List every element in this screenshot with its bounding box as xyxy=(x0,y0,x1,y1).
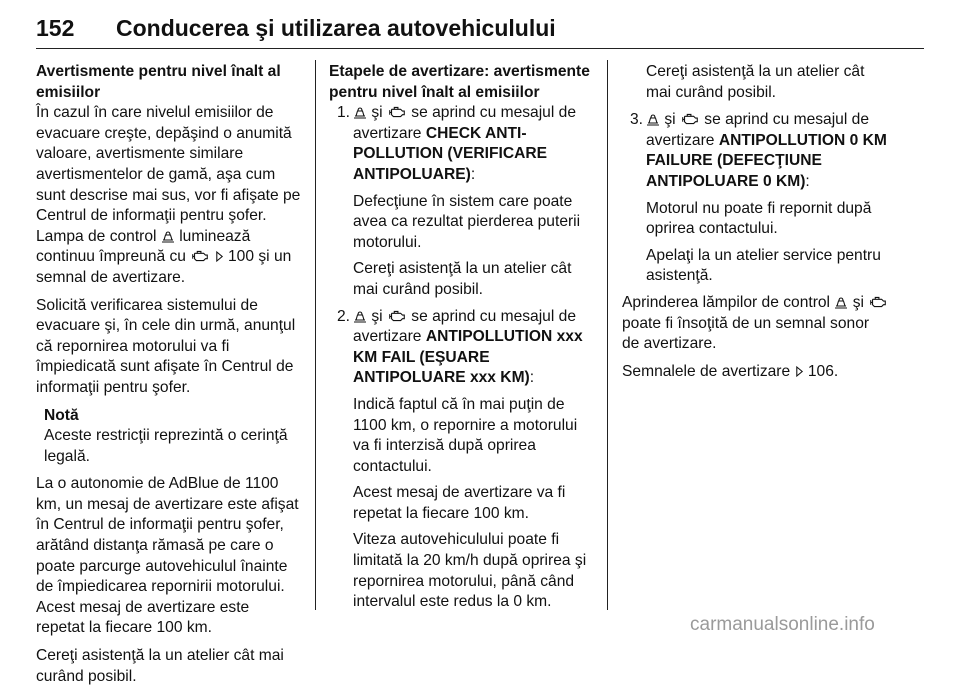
paragraph: Cereţi asistenţă la un atelier cât mai curând posibil. xyxy=(36,647,284,685)
note-title: Notă xyxy=(44,406,79,424)
column-divider xyxy=(315,60,316,610)
warning-message: ANTIPOLLUTION 0 KM FAILURE (DEFECŢIUNE ANTIPOLUARE 0 KM) xyxy=(646,131,887,190)
paragraph: Defecţiune în sistem care poate avea ca rezultat pierderea puterii motorului. xyxy=(353,192,581,251)
paragraph: În cazul în care nivelul emisiilor de evacuare creşte, depăşind o anumită valoare, avertismente similare avertismentelor de gamă, aşa cum sunt descrise mai sus, vor fi afişate pe Centrul de informaţii pentru şofer. Lampa de control luminează continuu împreună cu 100 şi un semnal de avertizare. xyxy=(36,104,301,286)
page-reference-link[interactable]: 106. xyxy=(807,362,839,380)
page-number: 152 xyxy=(36,14,75,41)
warning-message: ANTIPOLLUTION xxx KM FAIL (EŞUARE ANTIPOLUARE xxx KM) xyxy=(353,328,583,387)
column-divider xyxy=(607,60,608,610)
warning-steps-list xyxy=(329,103,597,613)
paragraph: Cereţi asistenţă la un atelier cât mai curând posibil. xyxy=(353,260,572,298)
paragraph: Acest mesaj de avertizare va fi repetat la fiecare 100 km. xyxy=(353,484,566,522)
exhaust-warning-icon xyxy=(353,309,367,323)
section-heading: Avertismente pentru nivel înalt al emisiilor xyxy=(36,63,281,101)
check-engine-icon xyxy=(868,295,888,309)
paragraph: Semnalele de avertizare 106. xyxy=(622,362,839,380)
paragraph: Indică faptul că în mai puţin de 1100 km, o repornire a motorului va fi interzisă după oprirea contactului. xyxy=(353,395,578,475)
check-engine-icon xyxy=(387,309,407,323)
list-item: 3. şi se aprind cu mesajul de avertizare ANTIPOLLUTION 0 KM FAILURE (DEFECŢIUNE ANTIPOLUARE 0 KM): Motorul nu poate fi repornit după oprirea contactului. Apelaţi la un atelier service pentru asistenţă. xyxy=(622,110,890,287)
paragraph: Viteza autovehiculului poate fi limitată la 20 km/h după oprirea şi repornirea motorului, până când intervalul este redus la 0 km. xyxy=(353,531,587,611)
exhaust-warning-icon xyxy=(834,295,848,309)
check-engine-icon xyxy=(190,249,210,263)
paragraph: Cereţi asistenţă la un atelier cât mai curând posibil. xyxy=(646,63,865,101)
page-reference-arrow-icon xyxy=(215,250,224,263)
column-2 xyxy=(329,62,597,619)
warning-steps-list xyxy=(622,110,890,287)
exhaust-warning-icon xyxy=(353,105,367,119)
page-title: Conducerea şi utilizarea autovehiculului xyxy=(116,14,556,41)
paragraph: Aprinderea lămpilor de control şi poate fi însoţită de un semnal sonor de avertizare. xyxy=(622,293,890,355)
check-engine-icon xyxy=(387,105,407,119)
page-reference-arrow-icon xyxy=(795,365,804,378)
section-heading: Etapele de avertizare: avertismente pentru nivel înalt al emisiilor xyxy=(329,63,590,101)
paragraph: Motorul nu poate fi repornit după oprirea contactului. xyxy=(646,199,872,238)
item-number: 3. xyxy=(630,111,644,129)
note-box xyxy=(36,406,302,468)
item-number: 2. xyxy=(337,307,351,325)
column-1 xyxy=(36,62,302,694)
paragraph: Solicită verificarea sistemului de evacuare şi, în cele din urmă, anunţul că repornirea motorului va fi împiedicată sunt afişate în Centrul de informaţii pentru şofer. xyxy=(36,296,296,396)
warning-message: CHECK ANTI-POLLUTION (VERIFICARE ANTIPOLUARE) xyxy=(353,124,548,183)
check-engine-icon xyxy=(680,112,700,126)
exhaust-warning-icon xyxy=(646,112,660,126)
note-text: Aceste restricţii reprezintă o cerinţă legală. xyxy=(44,427,288,465)
item-number: 1. xyxy=(337,104,351,122)
list-item: 1. şi se aprind cu mesajul de avertizare CHECK ANTI-POLLUTION (VERIFICARE ANTIPOLUARE): Defecţiune în sistem care poate avea ca rezultat pierderea puterii motorului. Cereţi asistenţă la un atelier cât mai curând posibil. xyxy=(329,103,597,300)
paragraph: La o autonomie de AdBlue de 1100 km, un mesaj de avertizare este afişat în Centrul de informaţii pentru şofer, arătând distanţa rămasă pe care o poate parcurge autovehiculul înainte de împiedicarea repornirii motorului. Acest mesaj de avertizare este repetat la fiecare 100 km. xyxy=(36,475,299,637)
exhaust-warning-icon xyxy=(161,229,175,243)
paragraph: Apelaţi la un atelier service pentru asistenţă. xyxy=(646,246,881,285)
watermark: carmanualsonline.info xyxy=(690,614,875,635)
page-header xyxy=(36,8,924,49)
list-item: 2. şi se aprind cu mesajul de avertizare ANTIPOLLUTION xxx KM FAIL (EŞUARE ANTIPOLUARE xxx KM): Indică faptul că în mai puţin de 1100 km, o repornire a motorului va fi interzisă după oprirea contactului. Acest mesaj de avertizare va fi repetat la fiecare 100 km. Viteza autovehiculului poate fi limitată la 20 km/h după oprirea şi repornirea motorului, până când intervalul este redus la 0 km. xyxy=(329,307,597,613)
column-3 xyxy=(622,62,890,389)
